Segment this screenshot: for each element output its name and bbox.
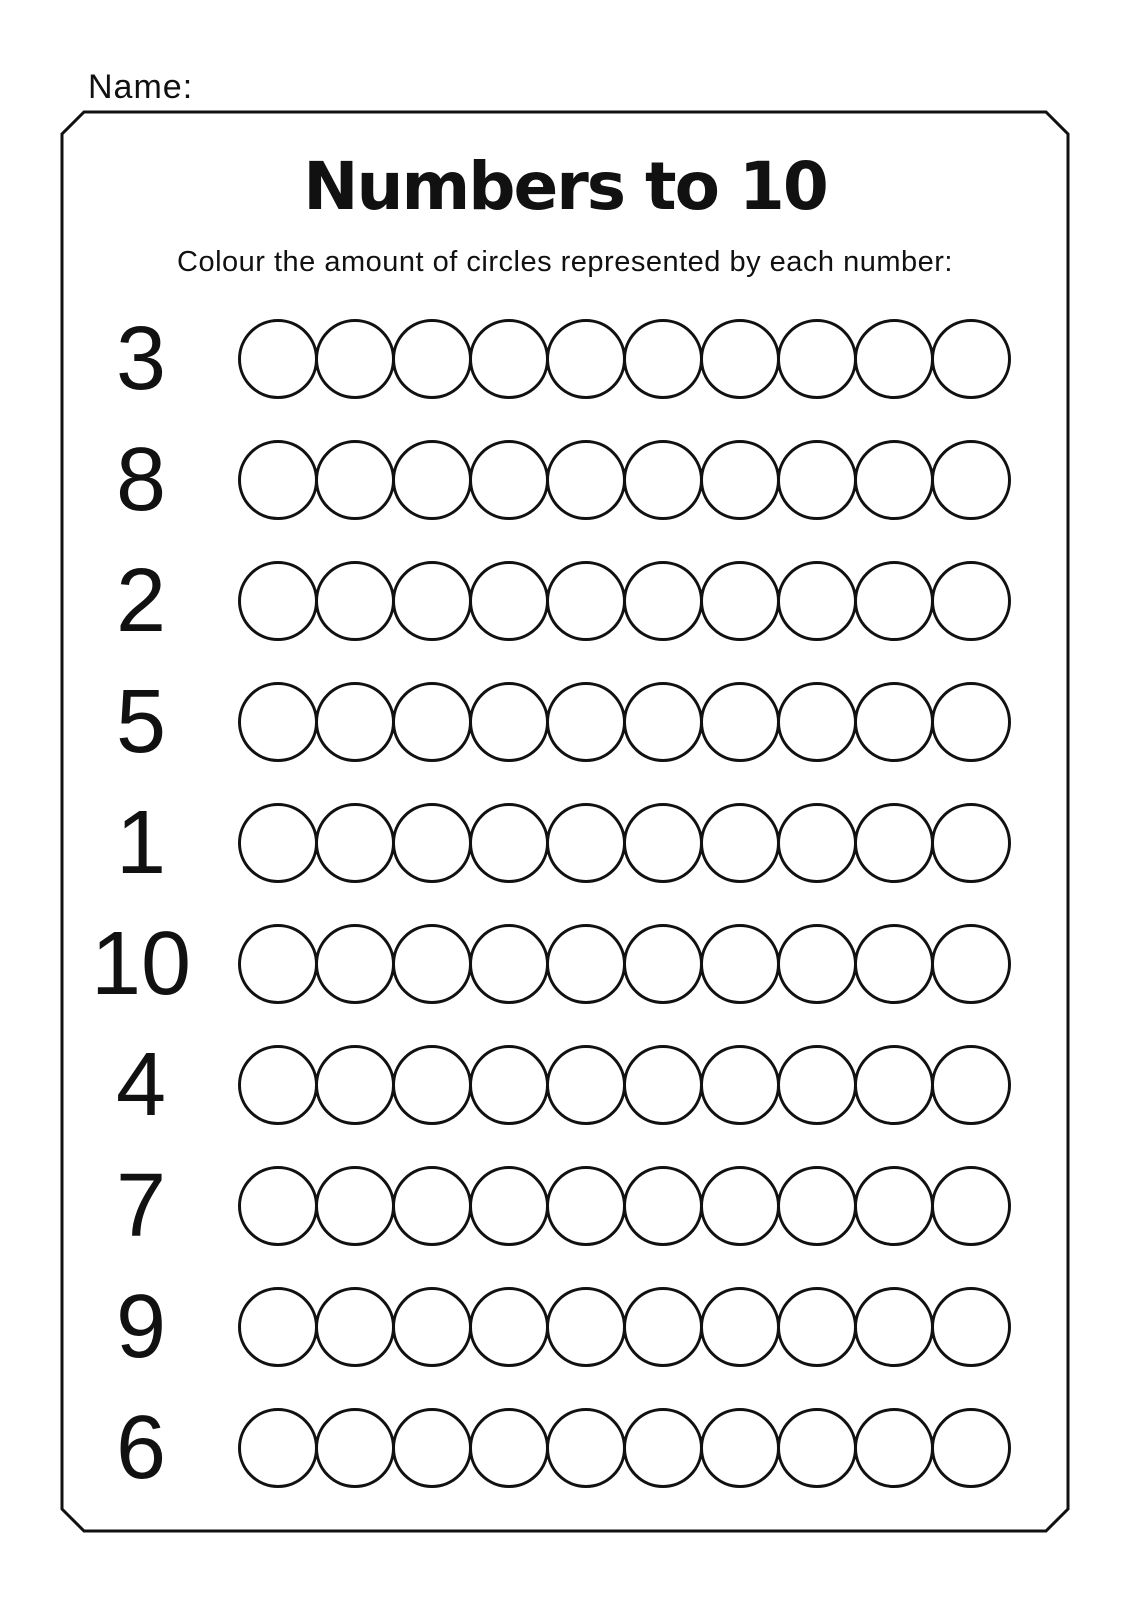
colorable-circle bbox=[623, 924, 703, 1004]
row-circles bbox=[238, 1287, 1011, 1367]
colorable-circle bbox=[315, 440, 395, 520]
colorable-circle bbox=[546, 682, 626, 762]
colorable-circle bbox=[700, 1408, 780, 1488]
colorable-circle bbox=[700, 1045, 780, 1125]
colorable-circle bbox=[469, 319, 549, 399]
colorable-circle bbox=[392, 803, 472, 883]
colorable-circle bbox=[700, 440, 780, 520]
colorable-circle bbox=[238, 319, 318, 399]
colorable-circle bbox=[931, 803, 1011, 883]
colorable-circle bbox=[777, 319, 857, 399]
colorable-circle bbox=[854, 803, 934, 883]
colorable-circle bbox=[392, 924, 472, 1004]
colorable-circle bbox=[623, 682, 703, 762]
colorable-circle bbox=[854, 1408, 934, 1488]
colorable-circle bbox=[777, 1166, 857, 1246]
colorable-circle bbox=[238, 440, 318, 520]
colorable-circle bbox=[546, 319, 626, 399]
colorable-circle bbox=[546, 440, 626, 520]
row-number-label: 3 bbox=[115, 308, 167, 409]
row-number-label: 4 bbox=[115, 1034, 167, 1135]
colorable-circle bbox=[700, 924, 780, 1004]
colorable-circle bbox=[777, 803, 857, 883]
colorable-circle bbox=[392, 682, 472, 762]
colorable-circle bbox=[700, 561, 780, 641]
colorable-circle bbox=[315, 924, 395, 1004]
colorable-circle bbox=[546, 803, 626, 883]
worksheet-row bbox=[62, 1387, 1068, 1508]
colorable-circle bbox=[392, 1045, 472, 1125]
colorable-circle bbox=[392, 561, 472, 641]
colorable-circle bbox=[931, 1166, 1011, 1246]
colorable-circle bbox=[238, 561, 318, 641]
colorable-circle bbox=[854, 319, 934, 399]
colorable-circle bbox=[315, 1287, 395, 1367]
worksheet-row bbox=[62, 903, 1068, 1024]
worksheet-row bbox=[62, 540, 1068, 661]
colorable-circle bbox=[700, 1287, 780, 1367]
colorable-circle bbox=[623, 440, 703, 520]
colorable-circle bbox=[854, 1045, 934, 1125]
colorable-circle bbox=[469, 682, 549, 762]
colorable-circle bbox=[469, 803, 549, 883]
colorable-circle bbox=[238, 1045, 318, 1125]
row-number-label: 10 bbox=[90, 913, 192, 1014]
colorable-circle bbox=[700, 1166, 780, 1246]
colorable-circle bbox=[238, 1408, 318, 1488]
colorable-circle bbox=[931, 561, 1011, 641]
worksheet-title: Numbers to 10 bbox=[303, 148, 827, 225]
colorable-circle bbox=[623, 1166, 703, 1246]
colorable-circle bbox=[931, 1045, 1011, 1125]
colorable-circle bbox=[623, 1408, 703, 1488]
row-number-label: 9 bbox=[115, 1276, 167, 1377]
colorable-circle bbox=[315, 319, 395, 399]
row-circles bbox=[238, 440, 1011, 520]
colorable-circle bbox=[238, 803, 318, 883]
colorable-circle bbox=[238, 682, 318, 762]
colorable-circle bbox=[623, 1045, 703, 1125]
colorable-circle bbox=[700, 319, 780, 399]
colorable-circle bbox=[238, 1287, 318, 1367]
colorable-circle bbox=[315, 1166, 395, 1246]
row-number-label: 1 bbox=[115, 792, 167, 893]
colorable-circle bbox=[931, 319, 1011, 399]
colorable-circle bbox=[777, 1408, 857, 1488]
colorable-circle bbox=[931, 440, 1011, 520]
colorable-circle bbox=[392, 1287, 472, 1367]
colorable-circle bbox=[777, 1287, 857, 1367]
colorable-circle bbox=[854, 924, 934, 1004]
colorable-circle bbox=[315, 803, 395, 883]
colorable-circle bbox=[546, 1287, 626, 1367]
worksheet-row bbox=[62, 661, 1068, 782]
colorable-circle bbox=[623, 561, 703, 641]
colorable-circle bbox=[469, 440, 549, 520]
colorable-circle bbox=[238, 924, 318, 1004]
row-circles bbox=[238, 924, 1011, 1004]
colorable-circle bbox=[854, 682, 934, 762]
worksheet-row bbox=[62, 1266, 1068, 1387]
colorable-circle bbox=[469, 1045, 549, 1125]
colorable-circle bbox=[931, 1287, 1011, 1367]
colorable-circle bbox=[238, 1166, 318, 1246]
colorable-circle bbox=[469, 1166, 549, 1246]
instruction-text: Colour the amount of circles represented by each number: bbox=[177, 246, 953, 278]
colorable-circle bbox=[623, 319, 703, 399]
colorable-circle bbox=[854, 1166, 934, 1246]
colorable-circle bbox=[469, 1408, 549, 1488]
worksheet-rows bbox=[62, 298, 1068, 1508]
name-label: Name: bbox=[88, 68, 194, 106]
row-number-label: 8 bbox=[115, 429, 167, 530]
worksheet-row bbox=[62, 782, 1068, 903]
row-number-label: 2 bbox=[115, 550, 167, 651]
row-circles bbox=[238, 682, 1011, 762]
row-circles bbox=[238, 1045, 1011, 1125]
colorable-circle bbox=[623, 1287, 703, 1367]
colorable-circle bbox=[931, 1408, 1011, 1488]
colorable-circle bbox=[469, 1287, 549, 1367]
row-circles bbox=[238, 1408, 1011, 1488]
row-circles bbox=[238, 1166, 1011, 1246]
colorable-circle bbox=[392, 1408, 472, 1488]
colorable-circle bbox=[931, 682, 1011, 762]
worksheet-row bbox=[62, 298, 1068, 419]
row-number-label: 5 bbox=[115, 671, 167, 772]
colorable-circle bbox=[854, 561, 934, 641]
colorable-circle bbox=[777, 561, 857, 641]
worksheet-row bbox=[62, 419, 1068, 540]
row-circles bbox=[238, 319, 1011, 399]
colorable-circle bbox=[700, 682, 780, 762]
colorable-circle bbox=[392, 1166, 472, 1246]
colorable-circle bbox=[546, 1408, 626, 1488]
colorable-circle bbox=[777, 682, 857, 762]
colorable-circle bbox=[315, 1408, 395, 1488]
colorable-circle bbox=[315, 561, 395, 641]
row-number-label: 6 bbox=[115, 1397, 167, 1498]
row-number-label: 7 bbox=[115, 1155, 167, 1256]
colorable-circle bbox=[546, 924, 626, 1004]
colorable-circle bbox=[546, 1045, 626, 1125]
colorable-circle bbox=[854, 1287, 934, 1367]
row-circles bbox=[238, 803, 1011, 883]
colorable-circle bbox=[854, 440, 934, 520]
colorable-circle bbox=[315, 682, 395, 762]
colorable-circle bbox=[931, 924, 1011, 1004]
colorable-circle bbox=[777, 924, 857, 1004]
colorable-circle bbox=[315, 1045, 395, 1125]
colorable-circle bbox=[700, 803, 780, 883]
worksheet-row bbox=[62, 1145, 1068, 1266]
colorable-circle bbox=[469, 561, 549, 641]
colorable-circle bbox=[777, 1045, 857, 1125]
colorable-circle bbox=[623, 803, 703, 883]
colorable-circle bbox=[546, 1166, 626, 1246]
worksheet-row bbox=[62, 1024, 1068, 1145]
colorable-circle bbox=[392, 440, 472, 520]
colorable-circle bbox=[777, 440, 857, 520]
colorable-circle bbox=[546, 561, 626, 641]
row-circles bbox=[238, 561, 1011, 641]
colorable-circle bbox=[392, 319, 472, 399]
colorable-circle bbox=[469, 924, 549, 1004]
